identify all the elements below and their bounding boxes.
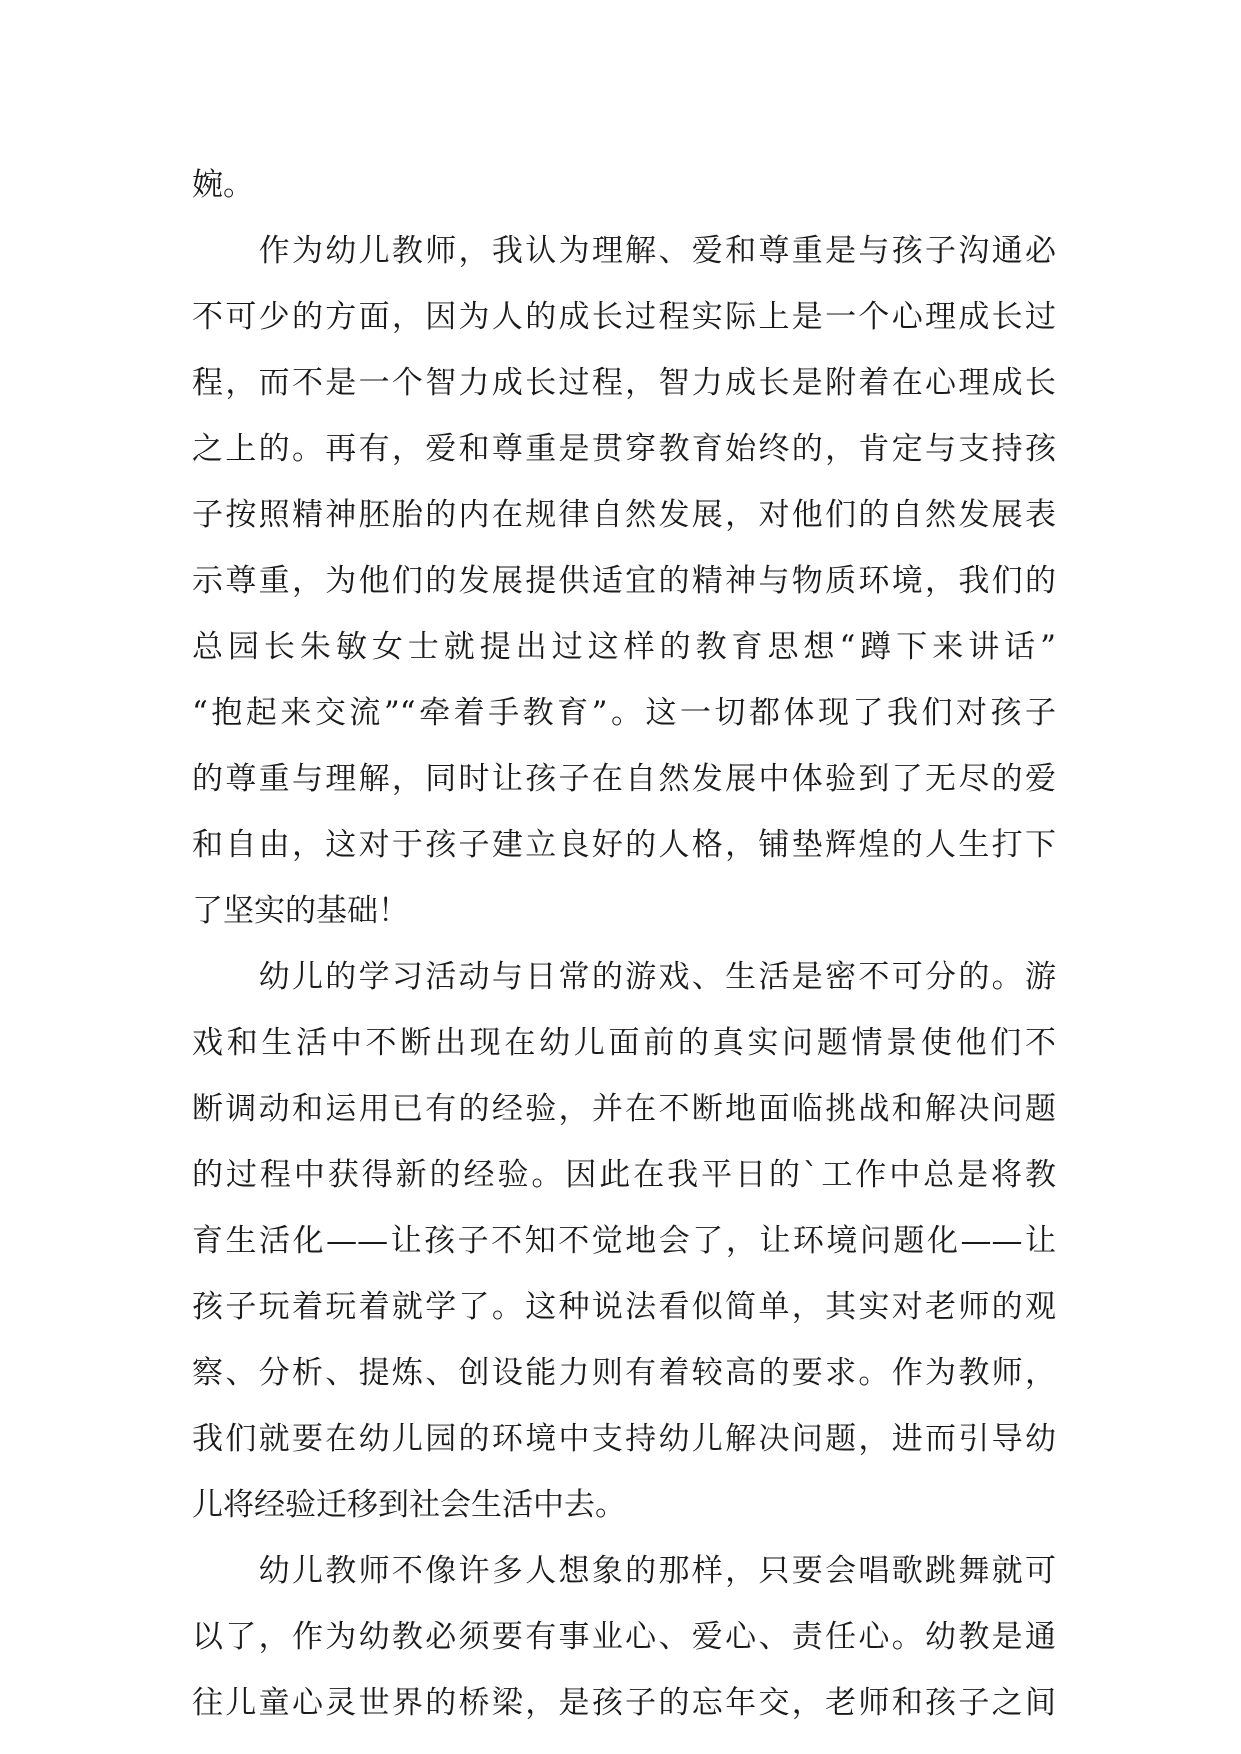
- text-line: 的尊重与理解，同时让孩子在自然发展中体验到了无尽的爱: [192, 761, 1056, 797]
- text-line: 不可少的方面，因为人的成长过程实际上是一个心理成长过: [192, 299, 1056, 335]
- text-line: 察、分析、提炼、创设能力则有着较高的要求。作为教师，: [192, 1355, 1056, 1391]
- text-line: 了坚实的基础！: [192, 893, 409, 929]
- body-text: [192, 152, 1056, 1736]
- text-line: 以了，作为幼教必须要有事业心、爱心、责任心。幼教是通: [192, 1619, 1056, 1655]
- text-line: 和自由，这对于孩子建立良好的人格，铺垫辉煌的人生打下: [192, 827, 1056, 863]
- text-line: 往儿童心灵世界的桥梁，是孩子的忘年交，老师和孩子之间: [192, 1685, 1056, 1721]
- text-line: 的过程中获得新的经验。因此在我平日的`工作中总是将教: [192, 1157, 1056, 1193]
- text-line: 婉。: [192, 167, 254, 203]
- text-line: 断调动和运用已有的经验，并在不断地面临挑战和解决问题: [192, 1091, 1056, 1127]
- text-line: 子按照精神胚胎的内在规律自然发展，对他们的自然发展表: [192, 497, 1056, 533]
- text-line: 儿将经验迁移到社会生活中去。: [192, 1487, 626, 1523]
- text-line: 戏和生活中不断出现在幼儿面前的真实问题情景使他们不: [192, 1025, 1056, 1061]
- text-line: 总园长朱敏女士就提出过这样的教育思想“蹲下来讲话”: [192, 629, 1056, 665]
- text-line: 我们就要在幼儿园的环境中支持幼儿解决问题，进而引导幼: [192, 1421, 1056, 1457]
- text-line: “抱起来交流”“牵着手教育”。这一切都体现了我们对孩子: [192, 695, 1056, 731]
- text-line: 作为幼儿教师，我认为理解、爱和尊重是与孩子沟通必: [192, 233, 1056, 269]
- text-line: 幼儿的学习活动与日常的游戏、生活是密不可分的。游: [192, 959, 1056, 995]
- text-line: 幼儿教师不像许多人想象的那样，只要会唱歌跳舞就可: [192, 1553, 1056, 1589]
- text-line: 育生活化——让孩子不知不觉地会了，让环境问题化——让: [192, 1223, 1056, 1259]
- text-line: 示尊重，为他们的发展提供适宜的精神与物质环境，我们的: [192, 563, 1056, 599]
- text-line: 之上的。再有，爱和尊重是贯穿教育始终的，肯定与支持孩: [192, 431, 1056, 467]
- text-line: 程，而不是一个智力成长过程，智力成长是附着在心理成长: [192, 365, 1056, 401]
- text-line: 孩子玩着玩着就学了。这种说法看似简单，其实对老师的观: [192, 1289, 1056, 1325]
